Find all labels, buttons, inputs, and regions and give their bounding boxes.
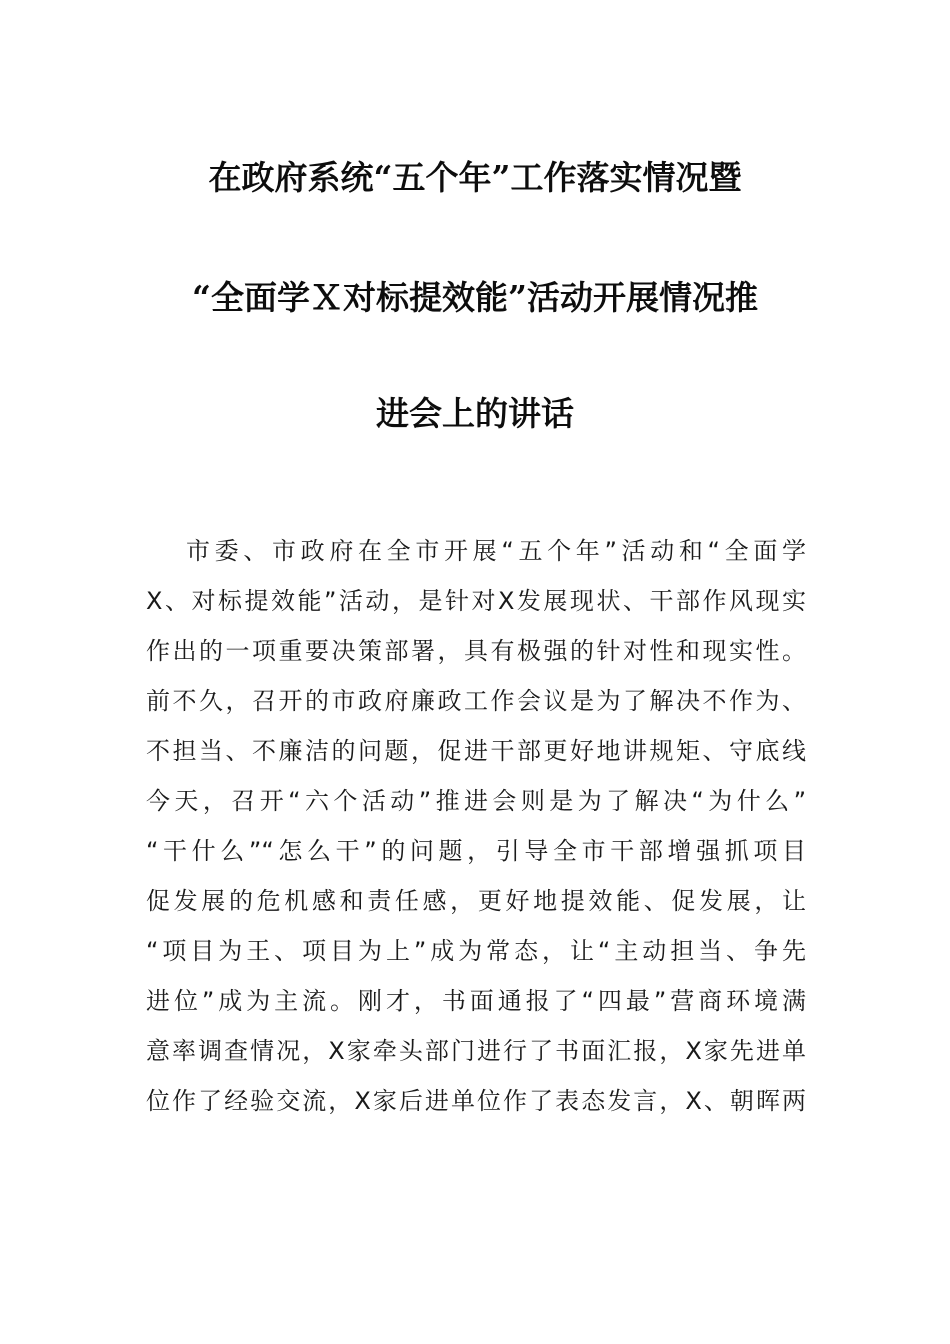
document-title-line-3: 进会上的讲话 [376,394,574,433]
document-title-line-1: 在政府系统“五个年”工作落实情况暨 [208,158,742,197]
paragraph-line-10: 进位”成为主流。刚才，书面通报了“四最”营商环境满 [146,987,806,1015]
paragraph-line-9: “项目为王、项目为上”成为常态，让“主动担当、争先 [146,937,806,965]
paragraph-line-7: “干什么”“怎么干”的问题，引导全市干部增强抓项目 [146,837,806,865]
paragraph-line-3: 作出的一项重要决策部署，具有极强的针对性和现实性。 [146,637,806,665]
paragraph-line-8: 促发展的危机感和责任感，更好地提效能、促发展，让 [146,887,806,915]
paragraph-line-11: 意率调查情况，X家牵头部门进行了书面汇报，X家先进单 [146,1037,806,1065]
paragraph-line-12: 位作了经验交流，X家后进单位作了表态发言，X、朝晖两 [146,1087,806,1115]
paragraph-line-1: 市委、市政府在全市开展“五个年”活动和“全面学 [186,537,806,565]
paragraph-line-2: X、对标提效能”活动，是针对X发展现状、干部作风现实 [146,587,806,615]
document-title-line-2: “全面学Ｘ对标提效能”活动开展情况推 [192,278,758,317]
paragraph-line-4: 前不久，召开的市政府廉政工作会议是为了解决不作为、 [146,687,806,715]
paragraph-line-6: 今天，召开“六个活动”推进会则是为了解决“为什么” [146,787,806,815]
paragraph-line-5: 不担当、不廉洁的问题，促进干部更好地讲规矩、守底线 [146,737,806,765]
